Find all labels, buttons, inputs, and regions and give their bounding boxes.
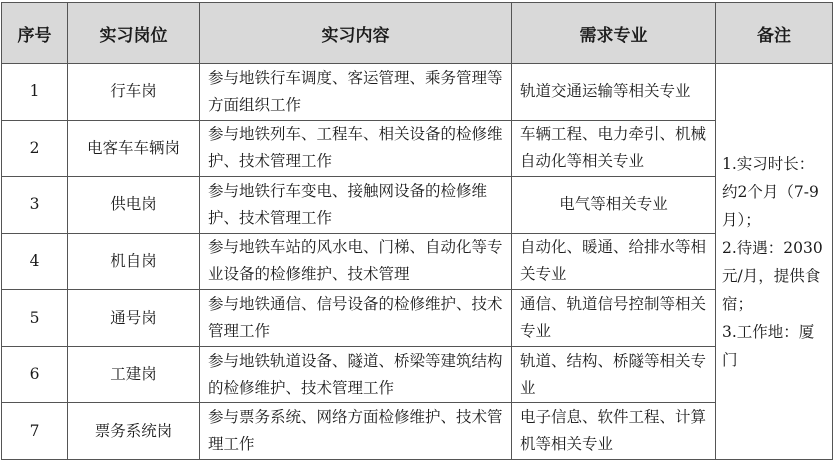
internship-table (1, 2, 833, 460)
row-position: 工建岗 (68, 346, 200, 403)
header-position: 实习岗位 (68, 3, 200, 64)
row-num: 2 (2, 120, 68, 177)
row-num: 4 (2, 233, 68, 290)
row-position: 通号岗 (68, 290, 200, 347)
row-position: 行车岗 (68, 64, 200, 121)
row-major: 电子信息、软件工程、计算机等相关专业 (512, 403, 716, 460)
row-major: 轨道交通运输等相关专业 (512, 64, 716, 121)
row-position: 机自岗 (68, 233, 200, 290)
notes-line-location: 3.工作地：厦门 (722, 322, 815, 369)
header-num: 序号 (2, 3, 68, 64)
table-row (2, 233, 833, 290)
row-content: 参与票务系统、网络方面检修维护、技术管理工作 (200, 403, 512, 460)
header-content: 实习内容 (200, 3, 512, 64)
row-num: 6 (2, 346, 68, 403)
row-content: 参与地铁列车、工程车、相关设备的检修维护、技术管理工作 (200, 120, 512, 177)
notes-line-duration: 1.实习时长：约2个月（7-9月）； (722, 154, 819, 229)
table-row (2, 290, 833, 347)
row-position: 电客车车辆岗 (68, 120, 200, 177)
header-notes: 备注 (716, 3, 833, 64)
row-num: 3 (2, 177, 68, 234)
header-major: 需求专业 (512, 3, 716, 64)
row-major: 轨道、结构、桥隧等相关专业 (512, 346, 716, 403)
row-position: 票务系统岗 (68, 403, 200, 460)
notes-line-pay: 2.待遇：2030元/月，提供食宿； (722, 238, 823, 313)
row-content: 参与地铁通信、信号设备的检修维护、技术管理工作 (200, 290, 512, 347)
row-major: 自动化、暖通、给排水等相关专业 (512, 233, 716, 290)
row-num: 1 (2, 64, 68, 121)
row-content: 参与地铁轨道设备、隧道、桥梁等建筑结构的检修维护、技术管理工作 (200, 346, 512, 403)
row-content: 参与地铁行车变电、接触网设备的检修维护、技术管理工作 (200, 177, 512, 234)
table-row (2, 177, 833, 234)
row-content: 参与地铁车站的风水电、门梯、自动化等专业设备的检修维护、技术管理 (200, 233, 512, 290)
row-num: 5 (2, 290, 68, 347)
table-row (2, 120, 833, 177)
row-content: 参与地铁行车调度、客运管理、乘务管理等方面组织工作 (200, 64, 512, 121)
table-row (2, 346, 833, 403)
row-major: 电气等相关专业 (512, 177, 716, 234)
table-row (2, 403, 833, 460)
table-row (2, 64, 833, 121)
row-position: 供电岗 (68, 177, 200, 234)
row-major: 通信、轨道信号控制等相关专业 (512, 290, 716, 347)
row-num: 7 (2, 403, 68, 460)
header-row (2, 3, 833, 64)
notes-cell (716, 64, 833, 460)
row-major: 车辆工程、电力牵引、机械自动化等相关专业 (512, 120, 716, 177)
